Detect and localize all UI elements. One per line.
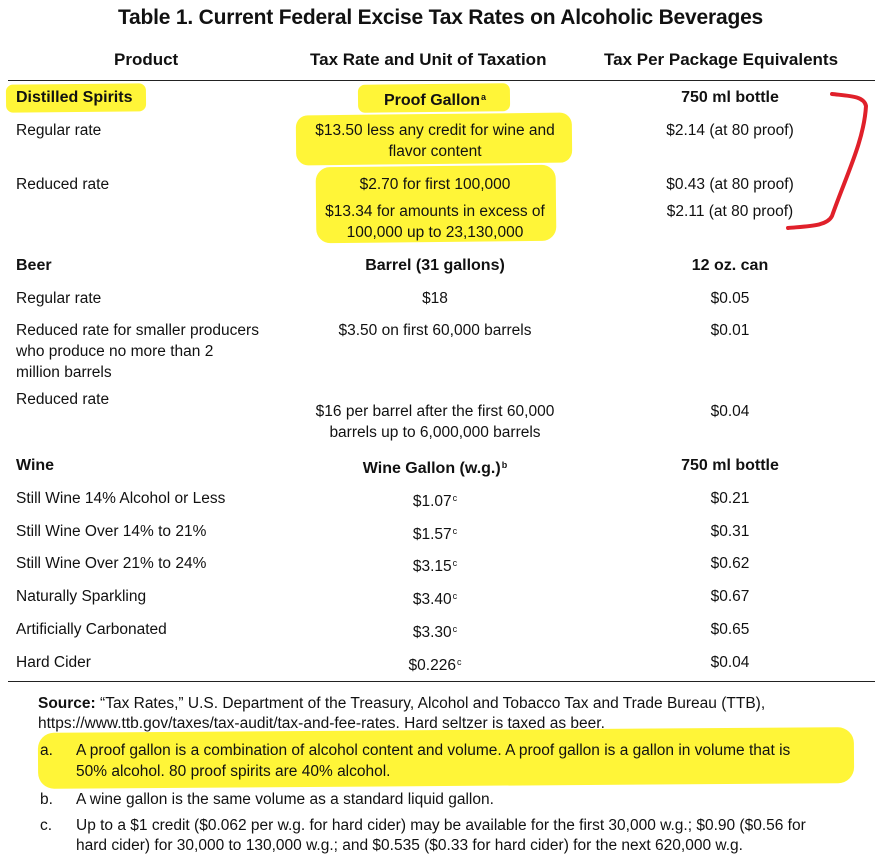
note-a-line1: A proof gallon is a combination of alcohol content and volume. A proof gallon is a gallon in volume that is [76, 742, 791, 759]
package-wine: 750 ml bottle [681, 457, 779, 474]
beer-reduced-package: $0.04 [710, 403, 750, 420]
beer-reduced-label: Reduced rate [16, 391, 110, 408]
beer-small-label-line3: million barrels [16, 364, 112, 381]
beer-small-package: $0.01 [710, 322, 750, 339]
spirits-reduced-rate-1: $2.70 for first 100,000 [359, 176, 511, 193]
beer-regular-rate: $18 [422, 290, 448, 307]
spirits-reduced-rate-2-line1: $13.34 for amounts in excess of [325, 203, 545, 220]
source-line2: https://www.ttb.gov/taxes/tax-audit/tax-and-fee-rates. Hard seltzer is taxed as beer. [38, 715, 605, 732]
footer-rule [8, 681, 875, 682]
wine-row-label: Still Wine Over 21% to 24% [16, 555, 207, 572]
spirits-reduced-label: Reduced rate [16, 176, 110, 193]
beer-small-label-line2: who produce no more than 2 [16, 343, 214, 360]
beer-regular-label: Regular rate [16, 290, 102, 307]
wine-row-label: Naturally Sparkling [16, 588, 147, 605]
package-beer: 12 oz. can [691, 257, 769, 274]
col-header-per-package: Tax Per Package Equivalents [604, 50, 839, 69]
col-header-product: Product [114, 50, 179, 69]
section-heading-spirits: Distilled Spirits [16, 89, 133, 106]
note-a-line2: 50% alcohol. 80 proof spirits are 40% alcohol. [76, 763, 391, 780]
note-c-line2: hard cider) for 30,000 to 130,000 w.g.; and $0.535 ($0.33 for hard cider) for the next 620,000 w.g. [76, 837, 743, 854]
wine-row-label: Still Wine 14% Alcohol or Less [16, 490, 226, 507]
unit-wine-gallon: Wine Gallon $(w.g.)^b$ [362, 460, 508, 477]
wine-row-rate: $1.57$^c$ [412, 526, 458, 543]
spirits-regular-label: Regular rate [16, 122, 102, 139]
wine-row-package: $0.31 [710, 523, 750, 540]
header-rule [8, 80, 875, 81]
unit-proof-gallon: Proof Gallon$^a$ [383, 92, 486, 109]
section-heading-beer: Beer [16, 257, 52, 274]
wine-row-label: Still Wine Over 14% to 21% [16, 523, 207, 540]
beer-reduced-rate-line2: barrels up to 6,000,000 barrels [329, 424, 541, 441]
wine-row-rate: $1.07$^c$ [412, 493, 458, 510]
spirits-reduced-rate-2-line2: 100,000 up to 23,130,000 [346, 224, 524, 241]
spirits-reduced-package-1: $0.43 (at 80 proof) [666, 176, 794, 193]
wine-row-package: $0.62 [710, 555, 750, 572]
note-b-label: b. [40, 791, 53, 808]
spirits-regular-rate-line1: $13.50 less any credit for wine and [315, 122, 555, 139]
note-c-line1: Up to a $1 credit ($0.062 per w.g. for hard cider) may be available for the first 30,000 w.g.; $0.90 ($0.56 for [76, 817, 806, 834]
note-a-label: a. [40, 742, 53, 759]
col-header-tax-rate: Tax Rate and Unit of Taxation [310, 50, 547, 69]
beer-small-label-line1: Reduced rate for smaller producers [16, 322, 259, 339]
section-heading-wine: Wine [16, 457, 55, 474]
spirits-regular-package: $2.14 (at 80 proof) [666, 122, 794, 139]
wine-row-label: Hard Cider [16, 654, 91, 671]
note-c-label: c. [40, 817, 53, 834]
unit-barrel: Barrel (31 gallons) [365, 257, 505, 274]
wine-row-package: $0.21 [710, 490, 750, 507]
spirits-regular-rate-line2: flavor content [388, 143, 482, 160]
wine-row-package: $0.04 [710, 654, 750, 671]
wine-row-package: $0.67 [710, 588, 750, 605]
beer-reduced-rate-line1: $16 per barrel after the first 60,000 [315, 403, 555, 420]
beer-regular-package: $0.05 [710, 290, 750, 307]
spirits-reduced-package-2: $2.11 (at 80 proof) [666, 203, 794, 220]
wine-row-rate: $3.30$^c$ [412, 624, 458, 641]
wine-row-label: Artificially Carbonated [16, 621, 167, 638]
page-title: Table 1. Current Federal Excise Tax Rates on Alcoholic Beverages [117, 6, 764, 29]
beer-small-rate: $3.50 on first 60,000 barrels [338, 322, 532, 339]
source-line1: Source: “Tax Rates,” U.S. Department of the Treasury, Alcohol and Tobacco Tax and Trade Bureau (TTB), [38, 695, 766, 712]
wine-row-package: $0.65 [710, 621, 750, 638]
wine-row-rate: $0.226$^c$ [408, 657, 462, 674]
wine-row-rate: $3.40$^c$ [412, 591, 458, 608]
note-b-line1: A wine gallon is the same volume as a standard liquid gallon. [76, 791, 494, 808]
wine-row-rate: $3.15$^c$ [412, 558, 458, 575]
package-spirits: 750 ml bottle [681, 89, 779, 106]
